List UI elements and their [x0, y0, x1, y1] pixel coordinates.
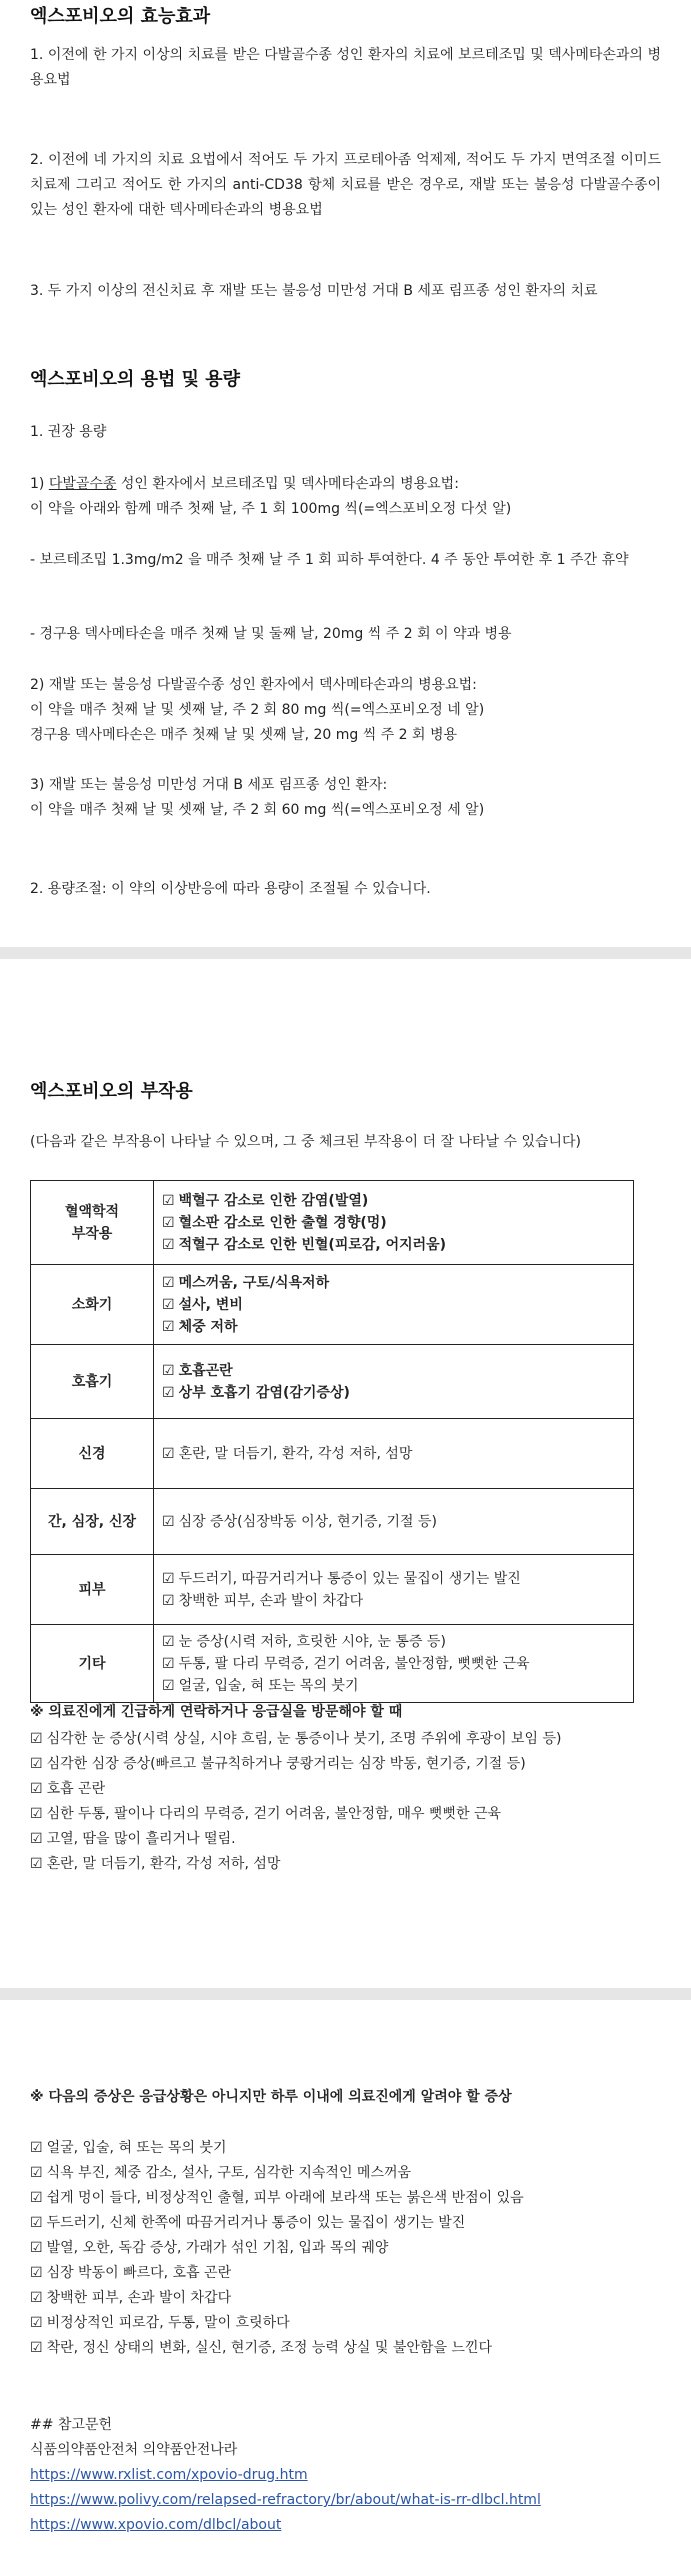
checkbox-icon: ☑	[162, 1192, 175, 1209]
urgent-title: ※ 의료진에게 긴급하게 연락하거나 응급실을 방문해야 할 때	[30, 1704, 403, 1720]
list-item: ☑ 비정상적인 피로감, 두통, 말이 흐릿하다	[30, 2315, 290, 2331]
list-item: ☑ 심각한 눈 증상(시력 상실, 시야 흐림, 눈 통증이나 붓기, 조명 주위에 후광이 보임 등)	[30, 1731, 562, 1747]
checkbox-icon: ☑	[30, 1831, 43, 1847]
items-cell: ☑ 혼란, 말 더듬기, 환각, 각성 저하, 섬망	[154, 1419, 634, 1489]
non-urgent-title: ※ 다음의 증상은 응급상황은 아니지만 하루 이내에 의료진에게 알려야 할 증상	[30, 2089, 512, 2105]
items-cell: ☑ 호흡곤란 ☑ 상부 호흡기 감염(감기증상)	[154, 1345, 634, 1419]
efficacy-item-2: 2. 이전에 네 가지의 치료 요법에서 적어도 두 가지 프로테아좀 억제제, 적어도 두 가지 면역조절 이미드 치료제 그리고 적어도 한 가지의 anti-CD38 항체 치료를 받은 경우로, 재발 또는 불응성 다발골수종이 있는 성인 환자에 대한 덱사메타손과의 병용요법	[30, 152, 661, 218]
side-effects-intro: (다음과 같은 부작용이 나타날 수 있으며, 그 중 체크된 부작용이 더 잘 나타날 수 있습니다)	[30, 1134, 582, 1150]
category-cell: 신경	[31, 1419, 154, 1489]
checkbox-icon: ☑	[30, 1856, 43, 1872]
dosage-title: 엑스포비오의 용법 및 용량	[30, 369, 241, 390]
checkbox-icon: ☑	[30, 2190, 43, 2206]
checkbox-icon: ☑	[30, 2165, 43, 2181]
table-row	[31, 1419, 634, 1489]
items-cell: ☑ 메스꺼움, 구토/식욕저하 ☑ 설사, 변비 ☑ 체중 저하	[154, 1265, 634, 1345]
checkbox-icon: ☑	[30, 2240, 43, 2256]
list-item: ☑ 심한 두통, 팔이나 다리의 무력증, 걷기 어려움, 불안정함, 매우 뻣뻣한 근육	[30, 1806, 502, 1822]
category-cell: 혈액학적 부작용	[31, 1181, 154, 1265]
reference-link-xpovio[interactable]: https://www.xpovio.com/dlbcl/about	[30, 2517, 282, 2533]
checkbox-icon: ☑	[162, 1445, 175, 1462]
dosage-paragraph-1: 1) 다발골수종 성인 환자에서 보르테조밉 및 덱사메타손과의 병용요법: 이 약을 아래와 함께 매주 첫째 날, 주 1 회 100mg 씩(=엑스포비오정 다섯 알)	[30, 476, 512, 517]
efficacy-section	[30, 2, 661, 28]
category-cell: 호흡기	[31, 1345, 154, 1419]
items-cell: ☑ 두드러기, 따끔거리거나 통증이 있는 물집이 생기는 발진 ☑ 창백한 피부, 손과 발이 차갑다	[154, 1555, 634, 1625]
checkbox-icon: ☑	[162, 1274, 175, 1291]
checkbox-icon: ☑	[30, 1756, 43, 1772]
dosage-paragraph-4: 2) 재발 또는 불응성 다발골수종 성인 환자에서 덱사메타손과의 병용요법: 이 약을 매주 첫째 날 및 셋째 날, 주 2 회 80 mg 씩(=엑스포비오정 네 알) 경구용 덱사메타손은 매주 첫째 날 및 셋째 날, 20 mg 씩 주 2 회 병용	[30, 677, 485, 743]
checkbox-icon: ☑	[30, 2215, 43, 2231]
multiple-myeloma-link[interactable]: 다발골수종	[48, 476, 117, 492]
side-effects-table-wrap	[30, 1180, 661, 1703]
list-item: ☑ 심장 박동이 빠르다, 호흡 곤란	[30, 2265, 232, 2281]
checkbox-icon: ☑	[162, 1570, 175, 1587]
table-row	[31, 1625, 634, 1703]
references-heading: ## 참고문헌	[30, 2417, 113, 2433]
checkbox-icon: ☑	[162, 1633, 175, 1650]
dosage-section	[30, 365, 661, 391]
checkbox-icon: ☑	[162, 1214, 175, 1231]
list-item: ☑ 창백한 피부, 손과 발이 차갑다	[30, 2290, 232, 2306]
list-item: ☑ 착란, 정신 상태의 변화, 실신, 현기증, 조정 능력 상실 및 불안함을 느낀다	[30, 2340, 492, 2356]
efficacy-item-1: 1. 이전에 한 가지 이상의 치료를 받은 다발골수종 성인 환자의 치료에 보르테조밉 및 덱사메타손과의 병용요법	[30, 47, 661, 88]
checkbox-icon: ☑	[30, 2140, 43, 2156]
table-row	[31, 1555, 634, 1625]
list-item: ☑ 발열, 오한, 독감 증상, 가래가 섞인 기침, 입과 목의 궤양	[30, 2240, 389, 2256]
checkbox-icon: ☑	[162, 1236, 175, 1253]
efficacy-title: 엑스포비오의 효능효과	[30, 6, 211, 27]
side-effects-title: 엑스포비오의 부작용	[30, 1081, 193, 1102]
dosage-paragraph-3: - 경구용 덱사메타손을 매주 첫째 날 및 둘째 날, 20mg 씩 주 2 회 이 약과 병용	[30, 626, 512, 642]
category-cell: 소화기	[31, 1265, 154, 1345]
urgent-section	[30, 1700, 661, 1877]
side-effects-table	[30, 1180, 634, 1703]
side-effects-section	[30, 1077, 661, 1103]
table-row	[31, 1345, 634, 1419]
non-urgent-section	[30, 2085, 661, 2110]
checkbox-icon: ☑	[30, 2315, 43, 2331]
section-divider-2	[0, 1988, 691, 2000]
checkbox-icon: ☑	[162, 1655, 175, 1672]
checkbox-icon: ☑	[30, 2265, 43, 2281]
checkbox-icon: ☑	[30, 2340, 43, 2356]
list-item: ☑ 심각한 심장 증상(빠르고 불규칙하거나 쿵쾅거리는 심장 박동, 현기증, 기절 등)	[30, 1756, 526, 1772]
reference-link-polivy[interactable]: https://www.polivy.com/relapsed-refractory/br/about/what-is-rr-dlbcl.html	[30, 2492, 541, 2508]
checkbox-icon: ☑	[162, 1362, 175, 1379]
non-urgent-list	[30, 2136, 661, 2361]
list-item: ☑ 두드러기, 신체 한쪽에 따끔거리거나 통증이 있는 물집이 생기는 발진	[30, 2215, 466, 2231]
references-source: 식품의약품안전처 의약품안전나라	[30, 2442, 238, 2458]
checkbox-icon: ☑	[162, 1513, 175, 1530]
table-row	[31, 1489, 634, 1555]
checkbox-icon: ☑	[30, 1781, 43, 1797]
dosage-sub1: 1. 권장 용량	[30, 424, 107, 440]
items-cell: ☑ 눈 증상(시력 저하, 흐릿한 시야, 눈 통증 등) ☑ 두통, 팔 다리 무력증, 걷기 어려움, 불안정함, 뻣뻣한 근육 ☑ 얼굴, 입술, 혀 또는 목의 붓기	[154, 1625, 634, 1703]
checkbox-icon: ☑	[30, 1806, 43, 1822]
items-cell: ☑ 심장 증상(심장박동 이상, 현기증, 기절 등)	[154, 1489, 634, 1555]
category-cell: 피부	[31, 1555, 154, 1625]
checkbox-icon: ☑	[162, 1677, 175, 1694]
reference-link-rxlist[interactable]: https://www.rxlist.com/xpovio-drug.htm	[30, 2467, 308, 2483]
checkbox-icon: ☑	[162, 1318, 175, 1335]
dosage-paragraph-6: 2. 용량조절: 이 약의 이상반응에 따라 용량이 조절될 수 있습니다.	[30, 881, 431, 897]
checkbox-icon: ☑	[30, 2290, 43, 2306]
checkbox-icon: ☑	[162, 1592, 175, 1609]
checkbox-icon: ☑	[162, 1384, 175, 1401]
category-cell: 간, 심장, 신장	[31, 1489, 154, 1555]
checkbox-icon: ☑	[162, 1296, 175, 1313]
efficacy-item-3: 3. 두 가지 이상의 전신치료 후 재발 또는 불응성 미만성 거대 B 세포 림프종 성인 환자의 치료	[30, 283, 598, 299]
list-item: ☑ 혼란, 말 더듬기, 환각, 각성 저하, 섬망	[30, 1856, 281, 1872]
table-row	[31, 1265, 634, 1345]
checkbox-icon: ☑	[30, 1731, 43, 1747]
dosage-paragraph-2: - 보르테조밉 1.3mg/m2 을 매주 첫째 날 주 1 회 피하 투여한다. 4 주 동안 투여한 후 1 주간 휴약	[30, 552, 629, 568]
category-cell: 기타	[31, 1625, 154, 1703]
list-item: ☑ 호흡 곤란	[30, 1781, 106, 1797]
references-section	[30, 2413, 661, 2538]
list-item: ☑ 얼굴, 입술, 혀 또는 목의 붓기	[30, 2140, 227, 2156]
table-row	[31, 1181, 634, 1265]
list-item: ☑ 식욕 부진, 체중 감소, 설사, 구토, 심각한 지속적인 메스꺼움	[30, 2165, 412, 2181]
list-item: ☑ 쉽게 멍이 들다, 비정상적인 출혈, 피부 아래에 보라색 또는 붉은색 반점이 있음	[30, 2190, 524, 2206]
dosage-paragraph-5: 3) 재발 또는 불응성 미만성 거대 B 세포 림프종 성인 환자: 이 약을 매주 첫째 날 및 셋째 날, 주 2 회 60 mg 씩(=엑스포비오정 세 알)	[30, 777, 485, 818]
items-cell: ☑ 백혈구 감소로 인한 감염(발열) ☑ 혈소판 감소로 인한 출혈 경향(멍) ☑ 적혈구 감소로 인한 빈혈(피로감, 어지러움)	[154, 1181, 634, 1265]
section-divider-1	[0, 947, 691, 959]
list-item: ☑ 고열, 땀을 많이 흘리거나 떨림.	[30, 1831, 236, 1847]
